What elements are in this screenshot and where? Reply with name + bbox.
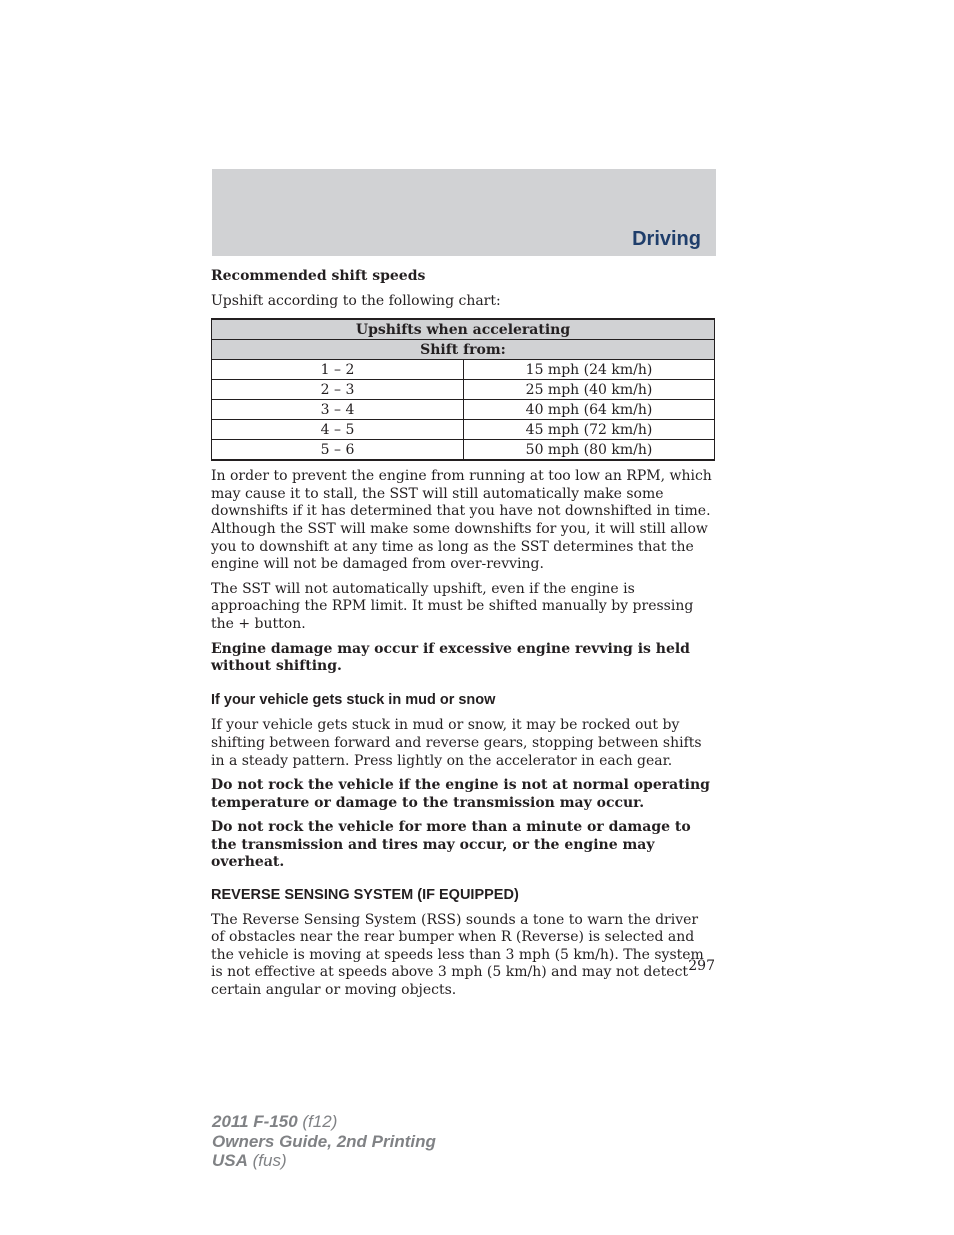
table-row (212, 440, 715, 461)
gear-cell: 4 – 5 (212, 420, 464, 440)
gear-cell: 1 – 2 (212, 360, 464, 380)
downshift-paragraph: In order to prevent the engine from running at too low an RPM, which may cause it to stall, the SST will still automatically make some downshifts if it has determined that you have not downshifted in time. Although the SST will make some downshifts for you, it will still allow you to downshift at any time as long as the SST determines that the engine will not be damaged from over-revving. (211, 468, 712, 573)
table-row (212, 400, 715, 420)
speed-cell: 25 mph (40 km/h) (464, 380, 715, 400)
table-row (212, 420, 715, 440)
rss-heading: REVERSE SENSING SYSTEM (IF EQUIPPED) (211, 887, 519, 904)
footer-market: USA (212, 1151, 248, 1170)
rss-paragraph: The Reverse Sensing System (RSS) sounds a tone to warn the driver of obstacles near the rear bumper when R (Reverse) is selected and the vehicle is moving at speeds less than 3 mph (5 km/h). The system is not effective at speeds above 3 mph (5 km/h) and may not detect certain angular or moving objects. (211, 911, 704, 999)
gear-cell: 3 – 4 (212, 400, 464, 420)
gear-cell: 5 – 6 (212, 440, 464, 461)
table-row (212, 380, 715, 400)
footer-model-code: (f12) (297, 1112, 338, 1131)
table-row (212, 360, 715, 380)
table-title: Upshifts when accelerating (212, 319, 715, 340)
gear-cell: 2 – 3 (212, 380, 464, 400)
speed-cell: 40 mph (64 km/h) (464, 400, 715, 420)
footer-market-code: (fus) (247, 1151, 287, 1170)
shift-speeds-lead: Upshift according to the following chart: (211, 292, 501, 309)
rock-temperature-warning: Do not rock the vehicle if the engine is not at normal operating temperature or damage to the transmission may occur. (211, 777, 710, 811)
footer-line-2: Owners Guide, 2nd Printing (212, 1131, 436, 1151)
stuck-paragraph: If your vehicle gets stuck in mud or snow, it may be rocked out by shifting between forward and reverse gears, stopping between shifts in a steady pattern. Press lightly on the accelerator in each gear. (211, 717, 702, 769)
table-subtitle-row (212, 340, 715, 360)
upshift-paragraph: The SST will not automatically upshift, even if the engine is approaching the RPM limit. It must be shifted manually by pressing the + button. (211, 580, 694, 632)
footer-line-3 (212, 1151, 436, 1171)
shift-speeds-heading: Recommended shift speeds (211, 268, 426, 284)
page-content (211, 268, 716, 1007)
rock-duration-warning: Do not rock the vehicle for more than a minute or damage to the transmission and tires may occur, or the engine may overheat. (211, 819, 691, 871)
speed-cell: 15 mph (24 km/h) (464, 360, 715, 380)
page-number: 297 (688, 958, 715, 974)
section-header-band (212, 169, 716, 256)
table-subtitle: Shift from: (212, 340, 715, 360)
speed-cell: 45 mph (72 km/h) (464, 420, 715, 440)
footer-line-1 (212, 1112, 436, 1132)
section-title: Driving (632, 228, 701, 250)
stuck-heading: If your vehicle gets stuck in mud or snow (211, 691, 496, 708)
engine-damage-warning: Engine damage may occur if excessive engine revving is held without shifting. (211, 640, 690, 675)
speed-cell: 50 mph (80 km/h) (464, 440, 715, 461)
footer (212, 1112, 436, 1171)
upshift-table (211, 318, 715, 461)
footer-model: 2011 F-150 (212, 1112, 298, 1131)
table-title-row (212, 319, 715, 340)
